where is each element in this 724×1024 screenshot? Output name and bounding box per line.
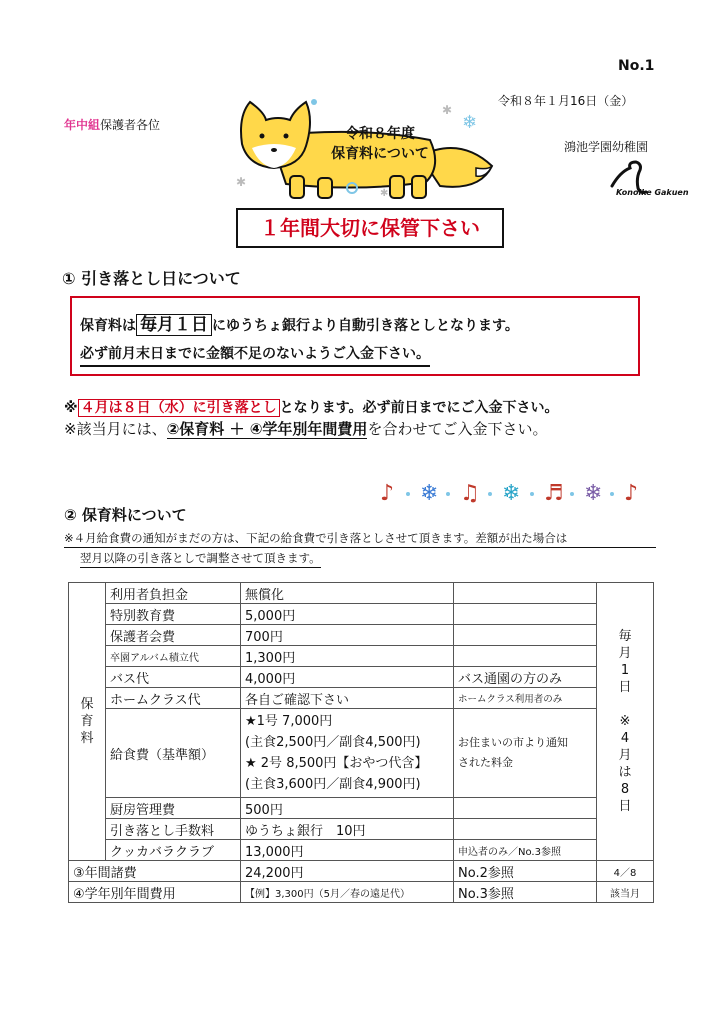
- table-row: [69, 646, 654, 667]
- fee-note: [454, 646, 597, 667]
- table-row: [69, 583, 654, 604]
- fee-item: 特別教育費: [106, 604, 241, 625]
- lunch-fee-note-line2: 翌月以降の引き落としで調整させて頂きます。: [80, 550, 321, 568]
- fee-item: 利用者負担金: [106, 583, 241, 604]
- annual-fee-note: No.2参照: [454, 861, 597, 882]
- fee-amount: 無償化: [241, 583, 454, 604]
- svg-text:♪: ♪: [380, 481, 395, 506]
- debit-date-label: 毎 月 1 日 ※ 4 月 は 8 日: [618, 629, 632, 814]
- fee-table: [68, 582, 654, 903]
- april-note-mark: ※: [64, 400, 78, 416]
- lunch-1go: ★1号 7,000円: [245, 714, 333, 729]
- svg-text:❄: ❄: [462, 112, 478, 133]
- fee-amount: ゆうちょ銀行 10円: [241, 819, 454, 840]
- fee-amount: 5,000円: [241, 604, 454, 625]
- svg-text:✱: ✱: [236, 175, 247, 189]
- fee-item: クッカバラクラブ: [106, 840, 241, 861]
- table-row: [69, 604, 654, 625]
- svg-text:❄: ❄: [420, 481, 439, 506]
- fee-amount: 13,000円: [241, 840, 454, 861]
- section2-heading: ② 保育料について: [64, 506, 187, 524]
- logo-text: Konoike Gakuen: [616, 188, 689, 197]
- keep-notice: １年間大切に保管下さい: [236, 208, 504, 248]
- fee-item: 厨房管理費: [106, 798, 241, 819]
- group-label-cell: [69, 583, 106, 861]
- table-row: [69, 819, 654, 840]
- fee-amount: 4,000円: [241, 667, 454, 688]
- lunch-note-2: された料金: [458, 756, 513, 769]
- lunch-2go-detail: (主食3,600円／副食4,900円): [245, 777, 421, 792]
- school-logo-icon: [606, 158, 662, 204]
- note2-post: を合わせてご入金下さい。: [367, 420, 548, 438]
- group-label: 保 育 料: [80, 697, 94, 746]
- table-row: [69, 625, 654, 646]
- payment-date-line1: [80, 310, 519, 335]
- april-note-post: となります。必ず前日までにご入金下さい。: [279, 400, 559, 416]
- grade-fee-date: 該当月: [597, 882, 654, 903]
- combined-payment-note: [64, 418, 547, 439]
- svg-text:✱: ✱: [380, 188, 389, 199]
- debit-date-cell: [597, 583, 654, 861]
- table-row: [69, 861, 654, 882]
- fee-note: [454, 583, 597, 604]
- school-name: 鴻池学園幼稚園: [564, 140, 649, 154]
- svg-text:❄: ❄: [584, 481, 603, 506]
- table-row: [69, 667, 654, 688]
- payment-date-line2: 必ず前月末日までに金額不足のないようご入金下さい。: [80, 343, 430, 367]
- lunch-fee-note-line1: ※４月給食費の通知がまだの方は、下記の給食費で引き落としさせて頂きます。差額が出た場合は: [64, 530, 656, 548]
- fee-note: バス通園の方のみ: [454, 667, 597, 688]
- fee-amount: 500円: [241, 798, 454, 819]
- music-snowflake-decoration-icon: [380, 472, 650, 512]
- title-line-1: 令和８年度: [345, 126, 415, 142]
- table-row: [69, 882, 654, 903]
- svg-text:♪: ♪: [624, 481, 639, 506]
- fee-item: 保護者会費: [106, 625, 241, 646]
- note2-highlight: ②保育料 ＋ ④学年別年間費用: [166, 420, 368, 438]
- lunch-note-1: お住まいの市より通知: [458, 736, 568, 749]
- section1-heading: ① 引き落とし日について: [62, 269, 241, 288]
- fee-amount: [241, 709, 454, 798]
- title-line-2: 保育料について: [331, 146, 429, 162]
- recipient: [64, 116, 160, 133]
- line1-post: にゆうちょ銀行より自動引き落としとなります。: [212, 318, 519, 334]
- fee-amount: 各自ご確認下さい: [241, 688, 454, 709]
- fee-item: ホームクラス代: [106, 688, 241, 709]
- fee-item: バス代: [106, 667, 241, 688]
- grade-fee-note: No.3参照: [454, 882, 597, 903]
- recipient-rest: 保護者各位: [100, 118, 161, 132]
- table-row: [69, 840, 654, 861]
- table-row: [69, 798, 654, 819]
- svg-text:♫: ♫: [460, 481, 480, 506]
- fee-note: [454, 709, 597, 798]
- april-note: [64, 397, 559, 417]
- table-row: [69, 688, 654, 709]
- document-title: [300, 124, 460, 164]
- document-number: No.1: [618, 58, 655, 74]
- annual-fee-item: ③年間諸費: [69, 861, 241, 882]
- recipient-class: 年中組: [64, 118, 101, 132]
- line1-pre: 保育料は: [80, 318, 136, 334]
- fee-note: 申込者のみ／No.3参照: [454, 840, 597, 861]
- lunch-2go: ★ 2号 8,500円【おやつ代含】: [245, 756, 428, 771]
- svg-text:❄: ❄: [502, 481, 521, 506]
- grade-fee-amount: 【例】3,300円（5月／春の遠足代）: [241, 882, 454, 903]
- fee-item: 給食費（基準額）: [106, 709, 241, 798]
- monthly-date-highlight: 毎月１日: [136, 314, 212, 336]
- table-row: [69, 709, 654, 798]
- fee-item: 引き落とし手数料: [106, 819, 241, 840]
- lunch-1go-detail: (主食2,500円／副食4,500円): [245, 735, 421, 750]
- fee-note: [454, 604, 597, 625]
- fee-note: [454, 625, 597, 646]
- note2-pre: ※該当月には、: [64, 420, 167, 438]
- fee-note: ホームクラス利用者のみ: [454, 688, 597, 709]
- grade-fee-item: ④学年別年間費用: [69, 882, 241, 903]
- svg-text:✱: ✱: [442, 103, 453, 117]
- annual-fee-amount: 24,200円: [241, 861, 454, 882]
- fee-note: [454, 798, 597, 819]
- fee-amount: 700円: [241, 625, 454, 646]
- issue-date: 令和８年１月16日（金）: [498, 94, 634, 108]
- fee-item: 卒園アルバム積立代: [106, 646, 241, 667]
- svg-text:♬: ♬: [544, 481, 564, 506]
- fee-note: [454, 819, 597, 840]
- annual-fee-date: 4／8: [597, 861, 654, 882]
- fee-amount: 1,300円: [241, 646, 454, 667]
- april-date-highlight: ４月は８日（水）に引き落とし: [78, 399, 280, 417]
